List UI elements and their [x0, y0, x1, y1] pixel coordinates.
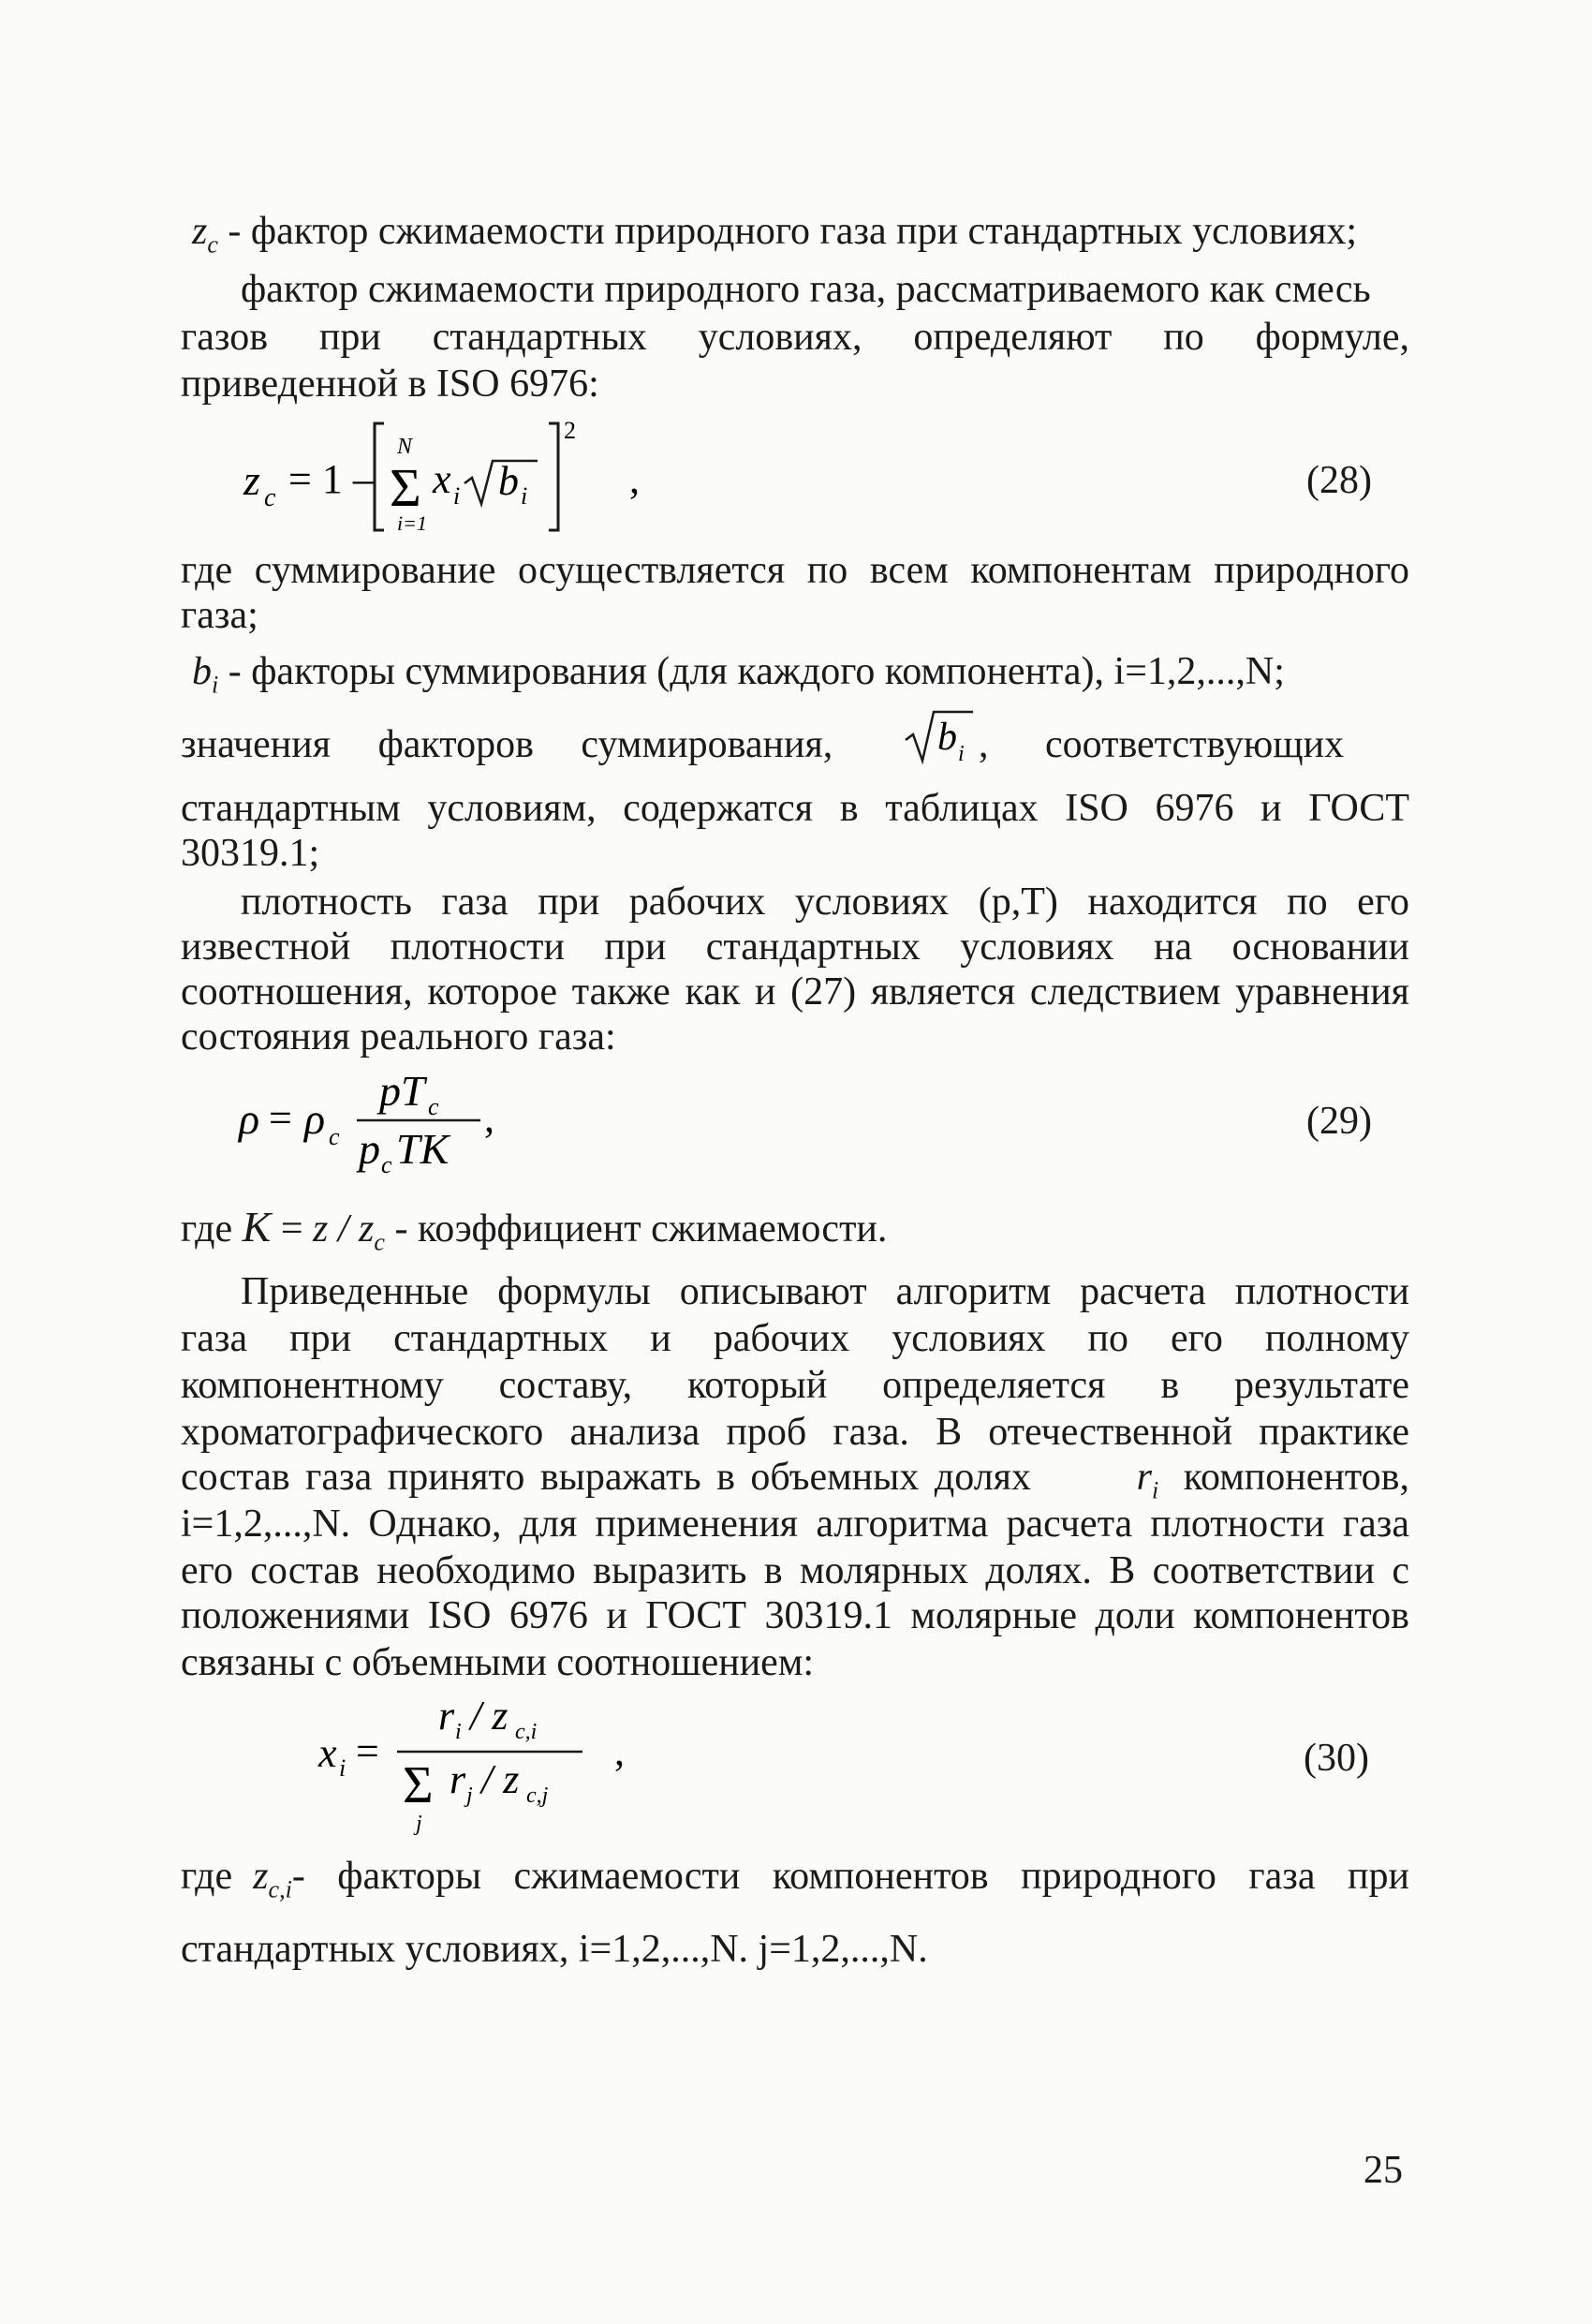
sqrt-bi-graphic — [904, 704, 979, 766]
ri-group — [1136, 1454, 1409, 1504]
text-line: состав газа принято выражать в объемных долях — [181, 1456, 1031, 1499]
text-line: стандартных условиях, i=1,2,...,N. j=1,2,...,N. — [181, 1928, 928, 1971]
svg-text:c: c — [264, 483, 276, 512]
definition-bi — [192, 648, 1285, 699]
svg-text:=: = — [269, 1095, 292, 1141]
svg-text:i=1: i=1 — [397, 511, 427, 535]
svg-text:2: 2 — [564, 417, 576, 444]
text-line: фактор сжимаемости природного газа, рассматриваемого как смесь — [241, 268, 1371, 311]
svg-text:c: c — [329, 1123, 340, 1150]
formula-29-graphic — [229, 1058, 585, 1180]
symbol-k-formula: K — [242, 1203, 272, 1251]
svg-text:r: r — [438, 1693, 455, 1739]
svg-text:ρ: ρ — [304, 1095, 326, 1143]
sqrt-bi — [904, 704, 979, 766]
text-line: хроматографического анализа проб газа. В отечественной практике — [181, 1411, 1409, 1454]
svg-text:ρ: ρ — [239, 1095, 260, 1143]
svg-text:/ z: / z — [481, 1756, 520, 1802]
svg-text:i: i — [455, 1720, 462, 1744]
text-line: , соответствующих — [979, 723, 1345, 766]
text-line: 30319.1; — [181, 832, 320, 875]
svg-text:x: x — [318, 1730, 337, 1776]
definition-ri-line — [181, 1454, 1409, 1504]
svg-text:z: z — [243, 456, 260, 504]
text-line: плотность газа при рабочих условиях (p,T) находится по его — [241, 881, 1409, 924]
svg-text:p: p — [359, 1125, 380, 1173]
svg-text:i: i — [453, 482, 461, 510]
text-line: газа при стандартных и рабочих условиях по его полному — [181, 1317, 1409, 1360]
svg-text:/ z: / z — [470, 1693, 509, 1739]
svg-text:b: b — [937, 716, 957, 759]
formula-29 — [229, 1058, 585, 1180]
svg-text:,: , — [614, 1728, 625, 1774]
svg-text:,: , — [484, 1095, 494, 1141]
definition-k — [181, 1201, 888, 1256]
formula-28 — [225, 412, 693, 543]
definition-zci — [181, 1853, 1409, 1903]
text-line: известной плотности при стандартных условиях на основании — [181, 925, 1409, 969]
svg-text:i: i — [521, 482, 528, 510]
svg-text:c,i: c,i — [515, 1720, 538, 1744]
text-line: - факторы суммирования (для каждого компонента), i=1,2,...,N; — [228, 650, 1285, 693]
symbol-ri: $r_i$ — [1136, 1456, 1159, 1504]
text-line: значения факторов суммирования, — [181, 723, 833, 766]
text-line: связаны с объемными соотношением: — [181, 1641, 815, 1684]
equation-number-29: (29) — [1306, 1100, 1372, 1143]
symbol-z-ratio: z / $z_c$ — [313, 1207, 385, 1256]
svg-text:c: c — [381, 1151, 392, 1178]
svg-text:b: b — [498, 458, 519, 504]
text-line: где суммирование осуществляется по всем компонентам природного — [181, 549, 1409, 592]
svg-text:x: x — [433, 456, 451, 502]
svg-text:j: j — [466, 1784, 473, 1808]
text-line: i=1,2,...,N. Однако, для применения алгоритма расчета плотности газа — [181, 1502, 1409, 1546]
svg-text:j: j — [416, 1812, 422, 1836]
symbol-k-formula-eq: = — [280, 1207, 314, 1251]
text-line: соотношения, которое также как и (27) является следствием уравнения — [181, 970, 1409, 1014]
svg-text:=: = — [356, 1728, 379, 1774]
svg-text:TK: TK — [396, 1125, 450, 1173]
text-line: газа; — [181, 594, 258, 637]
text-line: где — [181, 1207, 233, 1251]
text-line: его состав необходимо выразить в молярных долях. В соответствии с — [181, 1549, 1409, 1592]
symbol-zci: $z_{c,i}$ — [253, 1855, 292, 1903]
definition-zc — [192, 208, 1358, 259]
formula-30-graphic — [309, 1677, 646, 1836]
formula-30 — [309, 1677, 646, 1836]
svg-text:c: c — [428, 1093, 439, 1120]
svg-text:c,j: c,j — [526, 1784, 549, 1808]
page-number: 25 — [1364, 2149, 1403, 2192]
svg-text:,: , — [629, 456, 640, 502]
text-line: компонентов, — [1183, 1456, 1409, 1499]
svg-text:Σ: Σ — [403, 1756, 434, 1814]
svg-text:= 1 –: = 1 – — [288, 456, 374, 502]
svg-text:N: N — [397, 435, 413, 459]
svg-text:pT: pT — [379, 1067, 425, 1115]
symbol-bi: $b_i$ — [192, 650, 219, 699]
text-line: газов при стандартных условиях, определяют по формуле, — [181, 316, 1409, 359]
equation-number-30: (30) — [1304, 1737, 1369, 1780]
text-line: где — [181, 1855, 233, 1898]
equation-number-28: (28) — [1306, 459, 1372, 502]
svg-text:i: i — [958, 742, 965, 766]
svg-text:r: r — [450, 1756, 466, 1802]
text-line: состояния реального газа: — [181, 1015, 616, 1058]
text-line: - коэффициент сжимаемости. — [394, 1207, 888, 1251]
text-line: - факторы сжимаемости компонентов природного газа при — [291, 1855, 1409, 1898]
svg-text:i: i — [339, 1754, 346, 1782]
svg-text:Σ: Σ — [390, 457, 421, 518]
text-line: приведенной в ISO 6976: — [181, 363, 599, 406]
text-line: положениями ISO 6976 и ГОСТ 30319.1 молярные доли компонентов — [181, 1594, 1409, 1637]
formula-28-graphic — [225, 412, 693, 543]
text-line: Приведенные формулы описывают алгоритм расчета плотности — [241, 1270, 1409, 1313]
symbol-zc: $z_c$ — [192, 210, 218, 259]
text-line: компонентному составу, который определяется в результате — [181, 1364, 1409, 1407]
text-line: - фактор сжимаемости природного газа при стандартных условиях; — [228, 210, 1358, 253]
text-line: стандартным условиям, содержатся в таблицах ISO 6976 и ГОСТ — [181, 787, 1409, 830]
